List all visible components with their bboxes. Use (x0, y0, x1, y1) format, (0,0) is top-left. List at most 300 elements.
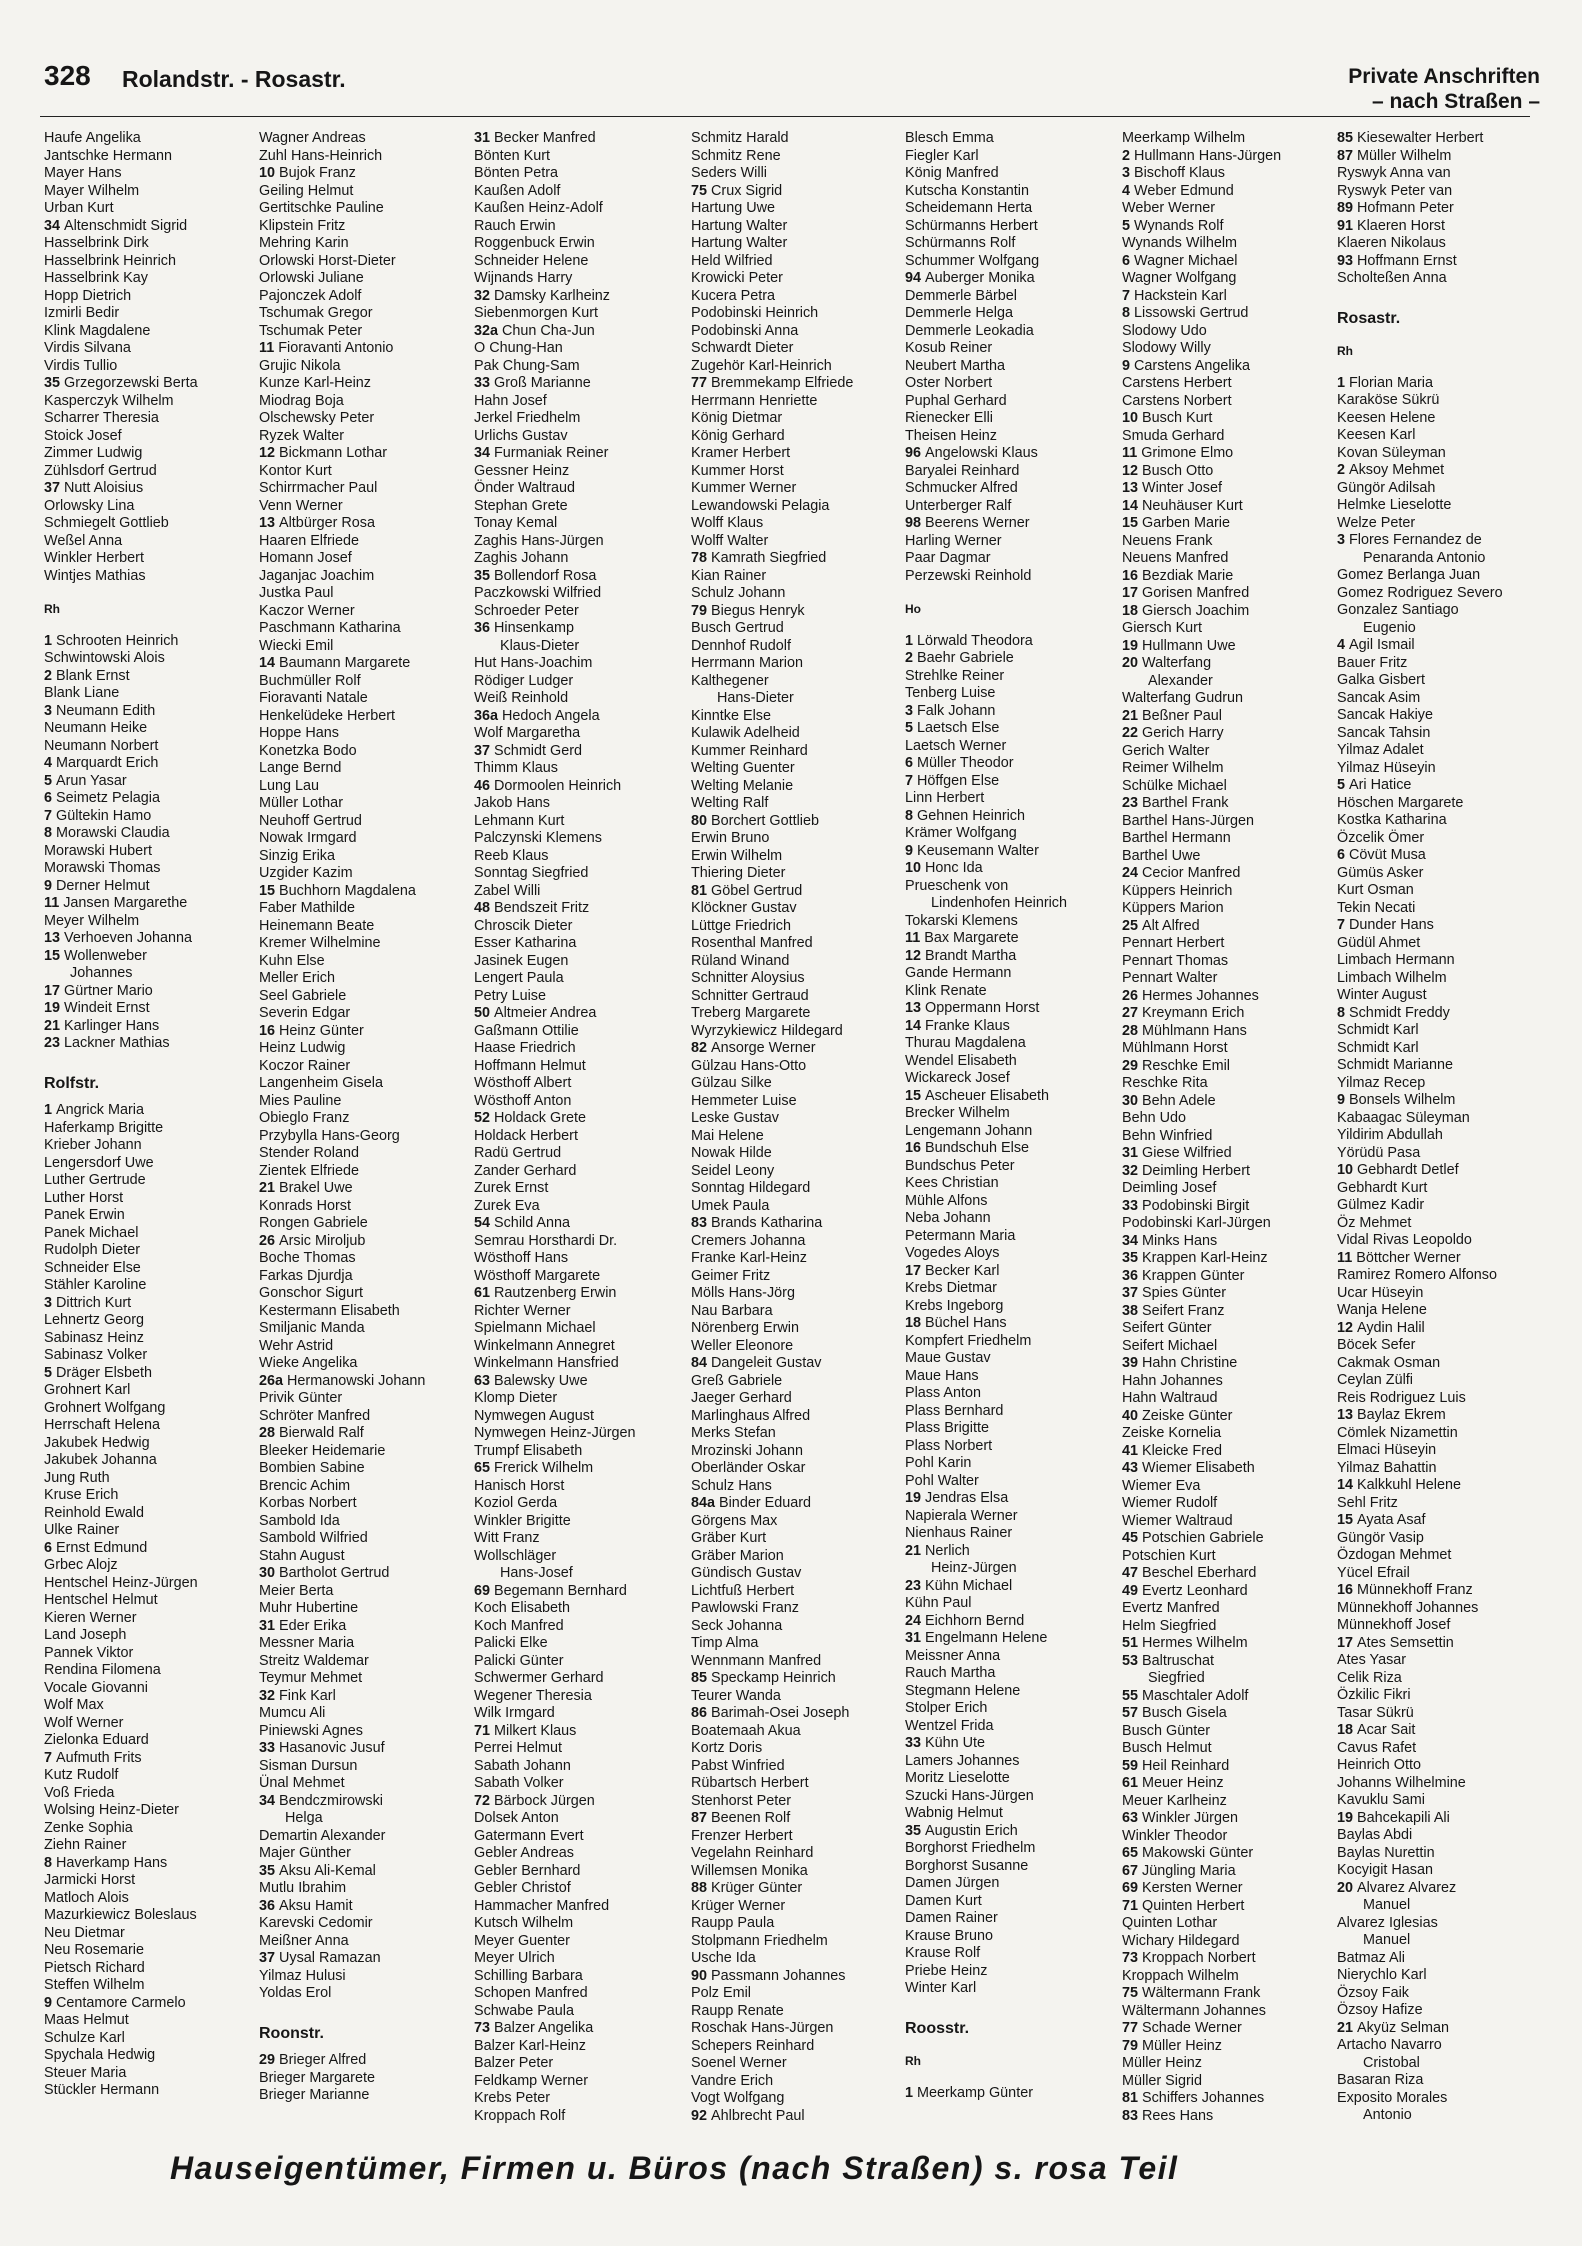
house-number: 9 (44, 1994, 53, 2011)
resident-name: Yücel Efrail (1337, 1564, 1410, 1581)
resident-entry (474, 1355, 684, 1373)
resident-entry (44, 633, 254, 651)
resident-name: Fink Karl (279, 1687, 336, 1704)
house-number: 16 (905, 1140, 922, 1156)
resident-name: Karaköse Sükrü (1337, 392, 1440, 408)
resident-name: Spychala Hedwig (44, 2047, 156, 2063)
resident-name: Ascheuer Elisabeth (925, 1087, 1050, 1104)
resident-name: Faber Mathilde (259, 900, 355, 916)
resident-name: Marlinghaus Alfred (691, 1407, 811, 1424)
resident-entry (1122, 393, 1332, 411)
resident-name: Walterfang Gudrun (1122, 690, 1244, 706)
resident-name: Esser Katharina (474, 935, 577, 951)
resident-name: Schilling Barbara (474, 1967, 583, 1984)
resident-name: Roschak Hans-Jürgen (691, 2020, 834, 2036)
resident-name: Vocale Giovanni (44, 1679, 149, 1696)
resident-name: Wiemer Eva (1122, 1477, 1201, 1494)
resident-name: Sonntag Siegfried (474, 865, 589, 881)
resident-name: Bärbock Jürgen (494, 1792, 595, 1809)
resident-entry (1122, 1460, 1332, 1478)
house-number: 7 (44, 1749, 53, 1766)
resident-entry (1337, 1407, 1547, 1425)
resident-entry (474, 1933, 684, 1951)
resident-entry (691, 1408, 901, 1426)
resident-entry (474, 585, 684, 603)
resident-entry (905, 965, 1115, 983)
resident-entry (905, 1175, 1115, 1193)
house-number: 10 (259, 165, 276, 181)
resident-entry (474, 1478, 684, 1496)
resident-name: Thiering Dieter (691, 865, 786, 881)
resident-name: Lengemann Johann (905, 1122, 1033, 1139)
resident-name: Demmerle Helga (905, 305, 1013, 321)
resident-name: Winkler Brigitte (474, 1512, 571, 1529)
resident-name: Zeiske Günter (1142, 1407, 1233, 1424)
resident-entry (905, 808, 1115, 826)
resident-entry (474, 515, 684, 533)
resident-entry (1337, 148, 1547, 166)
resident-entry (474, 1548, 684, 1566)
resident-entry (1337, 1897, 1547, 1915)
resident-name: Siegfried (1148, 1670, 1205, 1686)
resident-name: Haase Friedrich (474, 1040, 576, 1056)
resident-entry (691, 708, 901, 726)
house-number: 81 (1122, 2090, 1139, 2106)
house-number: 32 (259, 1687, 276, 1704)
resident-name: Winkelmann Hansfried (474, 1355, 619, 1371)
resident-entry (1122, 1058, 1332, 1076)
resident-entry (474, 1968, 684, 1986)
resident-entry (691, 1810, 901, 1828)
resident-entry (474, 2003, 684, 2021)
resident-name: König Dietmar (691, 410, 783, 426)
resident-entry (691, 1198, 901, 1216)
resident-name: Bischoff Klaus (1134, 165, 1225, 181)
resident-entry (691, 1495, 901, 1513)
resident-entry (905, 1595, 1115, 1613)
resident-entry (1122, 1408, 1332, 1426)
house-number: 15 (1122, 515, 1139, 531)
resident-name: Stückler Hermann (44, 2082, 160, 2098)
house-number: 51 (1122, 1635, 1139, 1651)
resident-entry (1337, 1372, 1547, 1390)
resident-entry (44, 235, 254, 253)
resident-name: Alvarez Iglesias (1337, 1914, 1438, 1931)
house-number: 16 (1122, 567, 1139, 584)
house-number: 4 (1122, 182, 1131, 199)
street-heading: Roosstr. (905, 2019, 970, 2037)
resident-entry (1337, 725, 1547, 743)
resident-name: Wollenweber (64, 947, 147, 964)
resident-name: Maschtaler Adolf (1142, 1687, 1249, 1704)
resident-name: Reimer Wilhelm (1122, 760, 1224, 776)
resident-entry (259, 795, 469, 813)
resident-name: Kompfert Friedhelm (905, 1332, 1032, 1349)
house-number: 1 (44, 632, 53, 649)
resident-name: Mies Pauline (259, 1092, 342, 1109)
resident-entry (691, 1950, 901, 1968)
resident-entry (905, 1630, 1115, 1648)
resident-name: Olschewsky Peter (259, 410, 375, 426)
resident-name: Pohl Walter (905, 1472, 979, 1489)
resident-entry (474, 953, 684, 971)
resident-name: Neu Dietmar (44, 1924, 125, 1941)
resident-entry (44, 1190, 254, 1208)
house-number: 2 (1337, 462, 1346, 478)
resident-entry (474, 708, 684, 726)
resident-entry (691, 2090, 901, 2108)
resident-name: Nerlich (925, 1542, 970, 1559)
resident-entry (474, 900, 684, 918)
resident-entry (1337, 812, 1547, 830)
resident-entry (1122, 1250, 1332, 1268)
resident-entry (44, 1365, 254, 1383)
resident-name: Schmidt Marianne (1337, 1057, 1453, 1073)
resident-name: Hermes Johannes (1142, 987, 1259, 1004)
resident-entry (474, 1110, 684, 1128)
resident-name: Zaghis Johann (474, 550, 569, 566)
resident-entry (1122, 1355, 1332, 1373)
house-number: 5 (44, 772, 53, 789)
resident-name: Blank Liane (44, 685, 120, 701)
resident-entry (1337, 1425, 1547, 1443)
resident-name: Eugenio (1363, 619, 1416, 636)
resident-name: Zurek Ernst (474, 1180, 549, 1196)
resident-entry (1122, 2073, 1332, 2091)
resident-name: Baltruschat (1142, 1652, 1215, 1669)
resident-entry (1337, 847, 1547, 865)
resident-entry (905, 1788, 1115, 1806)
resident-name: Chun Cha-Jun (502, 322, 595, 339)
resident-name: Sambold Ida (259, 1512, 340, 1529)
resident-entry (1337, 935, 1547, 953)
resident-entry (1122, 1180, 1332, 1198)
resident-entry (259, 1180, 469, 1198)
house-number: 75 (1122, 1985, 1139, 2001)
resident-name: Winter Josef (1142, 480, 1222, 496)
resident-entry (905, 1700, 1115, 1718)
resident-entry (691, 865, 901, 883)
house-number: 3 (1337, 532, 1346, 548)
house-number: 9 (1337, 1092, 1346, 1108)
resident-entry (259, 1793, 469, 1811)
resident-entry (259, 1968, 469, 1986)
resident-name: Öz Mehmet (1337, 1214, 1412, 1231)
house-number: 8 (44, 825, 53, 841)
resident-entry (1122, 270, 1332, 288)
resident-entry (691, 778, 901, 796)
resident-entry (44, 445, 254, 463)
resident-name: Oberländer Oskar (691, 1460, 806, 1476)
resident-entry (44, 1102, 254, 1120)
resident-entry (474, 795, 684, 813)
resident-name: Hofmann Peter (1357, 200, 1454, 216)
resident-name: Homann Josef (259, 550, 352, 566)
resident-name: Herrmann Marion (691, 655, 803, 671)
house-number: 65 (1122, 1845, 1139, 1861)
resident-entry (905, 1210, 1115, 1228)
resident-entry (1122, 1268, 1332, 1286)
resident-name: Balzer Karl-Heinz (474, 2037, 586, 2054)
house-number: 71 (1122, 1897, 1139, 1914)
resident-entry (1122, 1163, 1332, 1181)
resident-name: Seel Gabriele (259, 987, 347, 1004)
resident-entry (1122, 2020, 1332, 2038)
resident-name: Schopen Manfred (474, 1985, 588, 2001)
resident-entry (474, 2090, 684, 2108)
resident-entry (474, 1408, 684, 1426)
resident-name: Grzegorzewski Berta (64, 375, 198, 391)
resident-entry (1122, 1670, 1332, 1688)
resident-name: Koch Manfred (474, 1617, 564, 1634)
resident-entry (474, 550, 684, 568)
resident-name: Hans-Dieter (717, 690, 794, 706)
resident-entry (44, 773, 254, 791)
house-number: 37 (259, 1950, 276, 1966)
resident-entry (691, 1058, 901, 1076)
resident-name: Frenzer Herbert (691, 1827, 793, 1844)
resident-entry (1122, 1548, 1332, 1566)
resident-name: Lewandowski Pelagia (691, 497, 830, 514)
resident-name: Winter Karl (905, 1980, 977, 1996)
resident-entry (259, 1233, 469, 1251)
resident-entry (259, 130, 469, 148)
resident-name: Seifert Franz (1142, 1302, 1225, 1319)
resident-name: Münnekhoff Josef (1337, 1617, 1451, 1633)
house-number: 21 (905, 1542, 922, 1559)
resident-entry (691, 1968, 901, 1986)
resident-name: Meißner Anna (259, 1932, 349, 1949)
house-number: 6 (1122, 252, 1131, 269)
resident-entry (259, 1040, 469, 1058)
resident-entry (1337, 1180, 1547, 1198)
resident-entry (259, 253, 469, 271)
house-number: 87 (691, 1810, 708, 1826)
resident-entry (905, 1893, 1115, 1911)
resident-name: Steffen Wilhelm (44, 1977, 145, 1993)
resident-entry (1337, 1932, 1547, 1950)
resident-name: Privik Günter (259, 1390, 343, 1406)
resident-name: Aksoy Mehmet (1349, 462, 1445, 478)
resident-entry (691, 428, 901, 446)
house-number: 12 (905, 947, 922, 964)
resident-name: Passmann Johannes (711, 1967, 846, 1984)
house-number: 14 (259, 655, 276, 671)
resident-name: Schummer Wolfgang (905, 252, 1040, 269)
resident-name: Tenberg Luise (905, 685, 996, 701)
resident-name: Kieren Werner (44, 1609, 137, 1626)
house-number: 21 (259, 1180, 276, 1196)
resident-name: Neuens Manfred (1122, 550, 1229, 566)
resident-name: Meyer Wilhelm (44, 912, 140, 929)
house-number: 3 (1122, 165, 1131, 181)
resident-entry (691, 358, 901, 376)
resident-name: Derner Helmut (56, 877, 150, 894)
house-number: 34 (1122, 1232, 1139, 1249)
resident-name: Schmitz Rene (691, 147, 781, 164)
resident-name: Schmidt Freddy (1349, 1004, 1450, 1021)
resident-name: Tonay Kemal (474, 515, 558, 531)
resident-entry (1337, 1845, 1547, 1863)
resident-entry (1122, 830, 1332, 848)
resident-name: Jakob Hans (474, 795, 550, 811)
house-number: 17 (1337, 1634, 1354, 1651)
street-range: Rolandstr. - Rosastr. (122, 66, 346, 92)
resident-name: Wollschläger (474, 1547, 557, 1564)
resident-name: Müller Lothar (259, 795, 343, 811)
resident-name: Langenheim Gisela (259, 1075, 383, 1091)
house-number: 15 (1337, 1512, 1354, 1528)
resident-entry (44, 1470, 254, 1488)
resident-name: Seck Johanna (691, 1617, 783, 1634)
resident-entry (259, 708, 469, 726)
resident-entry (44, 878, 254, 896)
resident-entry (905, 1053, 1115, 1071)
house-number: 33 (1122, 1197, 1139, 1214)
house-number: 72 (474, 1792, 491, 1809)
resident-entry (474, 690, 684, 708)
house-number: 82 (691, 1040, 708, 1056)
resident-entry (691, 463, 901, 481)
resident-name: Siebenmorgen Kurt (474, 305, 598, 321)
resident-entry (905, 1158, 1115, 1176)
resident-entry (474, 725, 684, 743)
resident-name: Polz Emil (691, 1985, 751, 2001)
resident-name: Wanja Helene (1337, 1302, 1427, 1318)
resident-name: Morawski Claudia (56, 825, 170, 841)
resident-entry (905, 1333, 1115, 1351)
resident-name: Wolsing Heinz-Dieter (44, 1802, 179, 1818)
resident-name: Deimling Herbert (1142, 1162, 1250, 1179)
resident-entry (44, 515, 254, 533)
resident-name: Rosenthal Manfred (691, 935, 813, 951)
resident-entry (44, 1035, 254, 1053)
resident-entry (691, 1373, 901, 1391)
resident-name: Thimm Klaus (474, 760, 558, 776)
house-number: 32 (1122, 1162, 1139, 1179)
resident-name: Vidal Rivas Leopoldo (1337, 1232, 1472, 1248)
house-number: 46 (474, 777, 491, 794)
house-number: 6 (44, 1539, 53, 1556)
resident-entry (44, 1137, 254, 1155)
resident-name: Matloch Alois (44, 1889, 129, 1906)
resident-entry (259, 1110, 469, 1128)
resident-name: Gehnen Heinrich (917, 807, 1026, 824)
house-number: 7 (905, 772, 914, 789)
resident-name: Wagner Wolfgang (1122, 270, 1237, 286)
resident-entry (691, 918, 901, 936)
resident-entry (1122, 620, 1332, 638)
resident-entry (905, 790, 1115, 808)
resident-name: Perrei Helmut (474, 1740, 562, 1756)
resident-entry (44, 1225, 254, 1243)
resident-entry (44, 1312, 254, 1330)
resident-name: Obieglo Franz (259, 1110, 350, 1126)
resident-entry (474, 970, 684, 988)
resident-entry (259, 725, 469, 743)
resident-entry (905, 305, 1115, 323)
resident-entry (259, 1548, 469, 1566)
resident-name: Gatermann Evert (474, 1827, 584, 1844)
house-number: 37 (44, 480, 61, 496)
resident-name: Milkert Klaus (494, 1722, 577, 1739)
house-number: 10 (905, 860, 922, 876)
house-number: 83 (1122, 2107, 1139, 2124)
resident-entry (691, 568, 901, 586)
resident-entry (259, 1688, 469, 1706)
resident-name: Pak Chung-Sam (474, 357, 580, 374)
house-number: 49 (1122, 1582, 1139, 1599)
house-number: 9 (1122, 357, 1131, 374)
resident-entry (1337, 200, 1547, 218)
resident-name: Hahn Waltraud (1122, 1390, 1218, 1406)
resident-entry (474, 1828, 684, 1846)
resident-entry (44, 568, 254, 586)
resident-entry (1122, 235, 1332, 253)
resident-name: Hemmeter Luise (691, 1092, 797, 1109)
resident-name: Helm Siegfried (1122, 1617, 1217, 1634)
resident-name: Lindenhofen Heinrich (931, 895, 1068, 911)
resident-name: Wabnig Helmut (905, 1805, 1003, 1821)
resident-entry (259, 953, 469, 971)
house-number: 3 (44, 702, 53, 719)
resident-entry (474, 428, 684, 446)
resident-name: Jaeger Gerhard (691, 1390, 792, 1406)
house-number: 32a (474, 322, 499, 339)
resident-name: Kühn Paul (905, 1595, 972, 1611)
resident-entry (691, 375, 901, 393)
resident-entry (44, 1417, 254, 1435)
resident-name: Lehnertz Georg (44, 1312, 144, 1328)
resident-entry (44, 480, 254, 498)
house-number: 4 (44, 755, 53, 771)
resident-name: Wynands Rolf (1134, 217, 1224, 234)
resident-name: Welze Peter (1337, 514, 1416, 531)
resident-entry (474, 1495, 684, 1513)
resident-name: Bönten Petra (474, 165, 559, 181)
resident-name: Pannek Viktor (44, 1644, 134, 1661)
resident-entry (905, 1385, 1115, 1403)
house-number: 85 (691, 1670, 708, 1686)
resident-entry (1122, 1845, 1332, 1863)
resident-entry (905, 393, 1115, 411)
resident-name: Bundschus Peter (905, 1157, 1015, 1174)
resident-entry (1122, 988, 1332, 1006)
resident-name: Herrschaft Helena (44, 1417, 160, 1433)
resident-name: Dormoolen Heinrich (494, 777, 622, 794)
resident-entry (691, 2020, 901, 2038)
resident-name: Klöckner Gustav (691, 900, 797, 916)
resident-name: Wösthoff Margarete (474, 1267, 601, 1284)
resident-entry (474, 1145, 684, 1163)
resident-name: Luther Horst (44, 1189, 124, 1206)
house-number: 1 (905, 2084, 914, 2101)
resident-entry (1122, 865, 1332, 883)
resident-name: Klink Renate (905, 982, 987, 999)
resident-name: Orlowsky Lina (44, 497, 135, 514)
resident-entry (1337, 1267, 1547, 1285)
resident-name: Soenel Werner (691, 2055, 787, 2071)
resident-name: Barthel Hans-Jürgen (1122, 812, 1254, 829)
house-number: 29 (1122, 1057, 1139, 1074)
house-number: 21 (1337, 2019, 1354, 2036)
resident-name: Hentschel Helmut (44, 1592, 158, 1608)
resident-name: Becker Karl (925, 1262, 1000, 1279)
resident-entry (44, 410, 254, 428)
resident-name: Elmaci Hüseyin (1337, 1442, 1437, 1458)
resident-entry (474, 848, 684, 866)
resident-name: Schmidt Karl (1337, 1039, 1419, 1056)
